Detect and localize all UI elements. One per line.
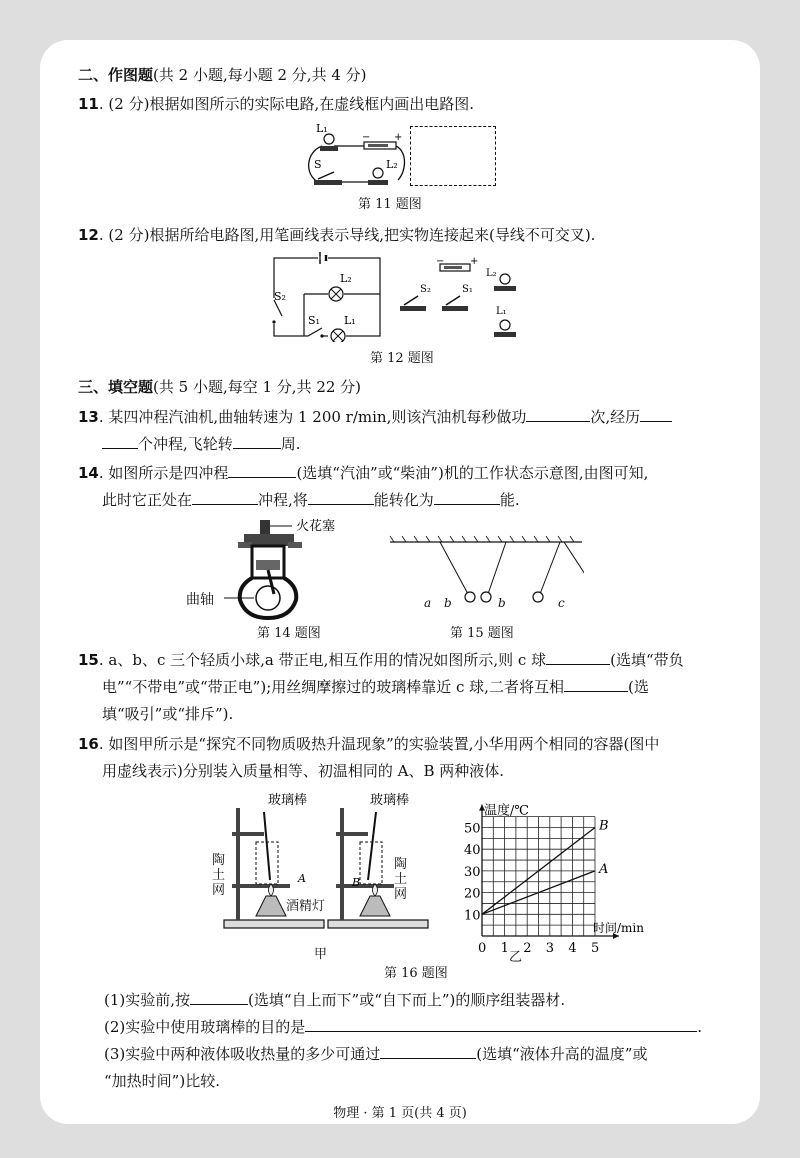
q13-text: 个冲程,飞轮转: [138, 435, 233, 453]
question-number: 15: [78, 651, 99, 669]
q16-sub-2: [104, 1016, 702, 1038]
label-l2: L₂: [386, 158, 398, 171]
page-footer: 物理 · 第 1 页(共 4 页): [333, 1106, 467, 1121]
q15-text: (选: [627, 678, 649, 696]
question-number: 16: [78, 735, 99, 753]
exam-page: [40, 40, 760, 1124]
label-liquid-b: B: [352, 876, 361, 889]
glass-rod-icon: [368, 812, 376, 880]
ball-label-b: b: [498, 596, 506, 610]
q16-sub-3-line2: “加热时间”)比较.: [104, 1072, 220, 1090]
label-glass-rod-2: 玻璃棒: [370, 793, 410, 808]
q15-text: a、b、c 三个轻质小球,a 带正电,相互作用的情况如图所示,则 c 球: [108, 651, 547, 669]
q16-sub-text: (选填“液体升高的温度”或: [476, 1045, 648, 1063]
ball-label-a: a: [424, 596, 432, 610]
q16-sub-3: [104, 1043, 647, 1065]
q14-text: 如图所示是四冲程: [108, 464, 229, 482]
glass-rod-icon: [264, 812, 270, 880]
y-tick-label: 20: [464, 886, 481, 902]
q13-text: 周.: [280, 435, 301, 453]
label-minus: −: [362, 132, 371, 143]
answer-blank[interactable]: [192, 489, 258, 505]
label-liquid-a: A: [298, 872, 306, 885]
x-tick-label: 3: [545, 941, 555, 956]
q16-sub-text: (1)实验前,按: [104, 991, 191, 1009]
bulb-icon: [500, 320, 510, 330]
question-number: 11: [78, 95, 99, 113]
question-number: 14: [78, 464, 99, 482]
q14-text: (选填“汽油”或“柴油”)机的工作状态示意图,由图可知,: [296, 464, 649, 482]
switch-icon: [446, 296, 460, 305]
y-tick-label: 50: [464, 821, 481, 837]
lamp-base-l1: [320, 146, 338, 151]
q12-real-components-figure: [398, 256, 548, 338]
ball-b-icon: [533, 592, 543, 602]
y-axis-label: 温度/℃: [484, 803, 529, 819]
stand-base: [224, 920, 324, 928]
question-12: 12. (2 分)根据所给电路图,用笔画线表示导线,把实物连接起来(导线不可交叉).: [78, 226, 596, 244]
label-plus: +: [394, 132, 403, 143]
ball-a-icon: [465, 592, 475, 602]
q11-real-circuit-figure: [298, 118, 408, 190]
q16-caption: 第 16 题图: [384, 966, 448, 981]
lamp-base-l2: [368, 180, 388, 185]
chart-labels: [464, 803, 644, 956]
answer-blank[interactable]: [233, 433, 281, 449]
q15-text: 电”“不带电”或“带正电”);用丝绸摩擦过的玻璃棒靠近 c 球,二者将互相: [102, 678, 564, 696]
alcohol-lamp-icon: [360, 896, 390, 916]
q12-caption: 第 12 题图: [370, 351, 434, 366]
q13-text: 次,经历: [590, 408, 641, 426]
y-tick-label: 30: [464, 864, 481, 880]
label-s1: S₁: [462, 284, 473, 295]
label-yi: 乙: [509, 950, 523, 965]
answer-blank[interactable]: [228, 462, 296, 478]
bulb-icon: [324, 134, 334, 144]
section-3-heading: [78, 376, 361, 398]
label-plus: +: [470, 256, 479, 267]
question-number: 13: [78, 408, 99, 426]
question-15-line3: 填“吸引”或“排斥”).: [102, 705, 234, 723]
q16-sub-1: [104, 989, 565, 1011]
question-16-line2: 用虚线表示)分别装入质量相等、初温相同的 A、B 两种液体.: [102, 762, 505, 780]
series-label-A: A: [599, 861, 609, 877]
label-crankshaft: 曲轴: [186, 592, 214, 608]
chart-grid: [482, 817, 595, 936]
bulb-icon: [500, 274, 510, 284]
chart-axes: [479, 805, 619, 939]
piston-icon: [256, 560, 280, 570]
section-3-note: (共 5 小题,每空 1 分,共 22 分): [153, 378, 362, 396]
label-s2: S₂: [274, 290, 286, 303]
label-s1: S₁: [308, 314, 320, 327]
ball-b-icon: [481, 592, 491, 602]
section-2-title: 二、作图题: [78, 66, 154, 84]
label-alcohol-lamp: 酒精灯: [286, 899, 326, 914]
q14-text: 能.: [499, 491, 520, 509]
answer-blank[interactable]: [380, 1043, 476, 1059]
question-15: 15. a、b、c 三个轻质小球,a 带正电,相互作用的情况如图所示,则 c 球 (选填“带负: [78, 651, 684, 669]
answer-blank[interactable]: [564, 676, 628, 692]
label-minus: −: [436, 256, 445, 267]
x-tick-label: 4: [568, 941, 577, 956]
question-14-line2: [102, 489, 520, 511]
label-jia: 甲: [314, 947, 328, 962]
label-s2: S₂: [420, 284, 431, 295]
q16-sub-text: (2)实验中使用玻璃棒的目的是: [104, 1018, 306, 1036]
question-13: 13. 某四冲程汽油机,曲轴转速为 1 200 r/min,则该汽油机每秒做功 次,经历: [78, 406, 672, 428]
series-label-B: B: [599, 818, 609, 834]
section-3-title: 三、填空题: [78, 378, 154, 396]
q15-caption: 第 15 题图: [450, 626, 514, 641]
label-l1: L₁: [496, 306, 507, 317]
question-16: 16. 如图甲所示是“探究不同物质吸热升温现象”的实验装置,小华用两个相同的容器(图中: [78, 735, 660, 753]
label-l1: L₁: [316, 122, 328, 135]
q14-caption: 第 14 题图: [257, 626, 321, 641]
alcohol-lamp-icon: [256, 896, 286, 916]
switch-icon: [404, 296, 418, 305]
question-13-line2: [102, 433, 301, 455]
lamp-base-l1: [494, 332, 516, 337]
switch-icon: [318, 172, 334, 179]
switch-base-s2: [400, 306, 426, 311]
q14-text: 冲程,将: [258, 491, 308, 509]
q11-caption: 第 11 题图: [358, 197, 422, 212]
answer-blank[interactable]: [308, 489, 374, 505]
switch-base-s1: [442, 306, 468, 311]
question-11: 11. (2 分)根据如图所示的实际电路,在虚线框内画出电路图.: [78, 95, 474, 113]
answer-blank[interactable]: [190, 989, 248, 1005]
stand-base: [328, 920, 428, 928]
label-s: S: [314, 158, 322, 171]
question-text: (2 分)根据所给电路图,用笔画线表示导线,把实物连接起来(导线不可交叉).: [108, 226, 596, 244]
q14-text: 此时它正处在: [102, 491, 193, 509]
y-tick-label: 40: [464, 843, 481, 859]
q15-text: (选填“带负: [610, 651, 684, 669]
q14-engine-figure: [218, 516, 378, 622]
stand-rod: [340, 808, 344, 920]
label-mesh-1: 陶土网: [212, 853, 226, 898]
label-glass-rod-1: 玻璃棒: [268, 793, 308, 808]
question-14: 14. 如图所示是四冲程 (选填“汽油”或“柴油”)机的工作状态示意图,由图可知,: [78, 464, 649, 482]
temperature-chart: [424, 794, 644, 960]
bulb-icon: [373, 168, 383, 178]
label-mesh-2: 陶土网: [394, 857, 408, 902]
x-tick-label: 1: [500, 941, 509, 956]
question-number: 12: [78, 226, 99, 244]
q12-circuit-diagram: [268, 250, 388, 342]
q13-text: 某四冲程汽油机,曲轴转速为 1 200 r/min,则该汽油机每秒做功: [108, 408, 527, 426]
section-2-heading: [78, 64, 367, 86]
label-l1: L₁: [344, 314, 356, 327]
q16-sub-text: (选填“自上而下”或“自下而上”)的顺序组装器材.: [248, 991, 566, 1009]
y-tick-label: 10: [464, 908, 481, 924]
q11-answer-box[interactable]: [410, 126, 496, 186]
q14-text: 能转化为: [373, 491, 434, 509]
answer-blank[interactable]: [526, 406, 590, 422]
q15-balls-figure: [388, 534, 584, 618]
answer-blank[interactable]: [640, 406, 672, 422]
question-text: (2 分)根据如图所示的实际电路,在虚线框内画出电路图.: [108, 95, 474, 113]
answer-blank[interactable]: [434, 489, 500, 505]
lamp-base-l2: [494, 286, 516, 291]
section-2-note: (共 2 小题,每小题 2 分,共 4 分): [153, 66, 367, 84]
x-tick-label: 0: [478, 941, 487, 956]
ball-label-c: c: [558, 596, 565, 610]
crankshaft-icon: [256, 586, 280, 610]
stand-rod: [236, 808, 240, 920]
x-tick-label: 5: [591, 941, 600, 956]
switch-base: [314, 180, 342, 185]
answer-blank[interactable]: [546, 649, 610, 665]
label-l2: L₂: [486, 268, 497, 279]
answer-blank[interactable]: [102, 433, 138, 449]
q16-sub-text: .: [697, 1018, 703, 1036]
answer-blank[interactable]: [305, 1016, 697, 1032]
x-axis-label: 时间/min: [593, 921, 644, 935]
question-15-line2: [102, 676, 649, 698]
label-spark-plug: 火花塞: [296, 519, 336, 534]
spark-plug-icon: [260, 520, 270, 534]
q16-text: 如图甲所示是“探究不同物质吸热升温现象”的实验装置,小华用两个相同的容器(图中: [108, 735, 660, 753]
q16-sub-text: (3)实验中两种液体吸收热量的多少可通过: [104, 1045, 381, 1063]
label-l2: L₂: [340, 272, 352, 285]
x-tick-label: 2: [523, 941, 532, 956]
ball-label-b: b: [444, 596, 452, 610]
